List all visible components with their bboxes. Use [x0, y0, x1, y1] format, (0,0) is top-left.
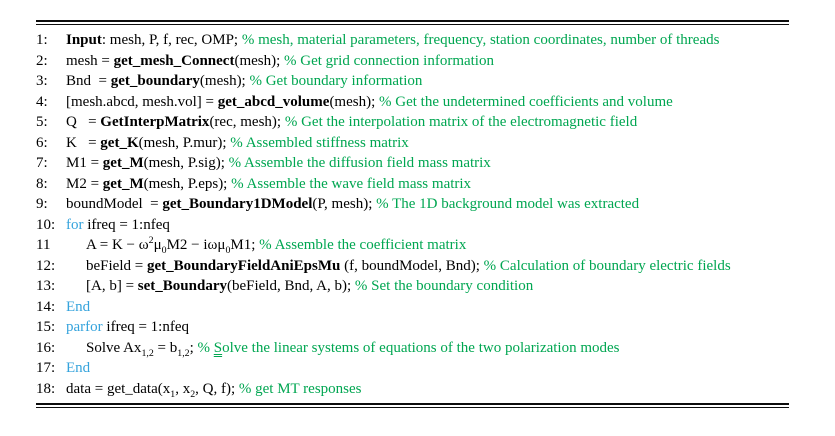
- code-text: [66, 71, 422, 92]
- code-text: [66, 358, 90, 379]
- code-segment: = b: [153, 339, 178, 356]
- keyword-segment: End: [66, 360, 91, 376]
- code-segment: , Q, f);: [195, 380, 239, 397]
- comment-segment: %: [197, 339, 214, 356]
- code-segment: 0: [225, 245, 231, 256]
- comment-segment: % get MT responses: [238, 380, 362, 397]
- code-segment: Bnd =: [66, 73, 111, 89]
- code-segment: get_abcd_volume: [217, 93, 330, 110]
- comment-segment: % The 1D background model was extracted: [376, 196, 640, 212]
- line-number: 1:: [36, 32, 48, 48]
- code-text: [66, 92, 673, 113]
- code-line: [36, 358, 789, 379]
- code-text: [66, 112, 637, 133]
- keyword-segment: parfor: [66, 319, 103, 335]
- code-segment: ifreq = 1:nfeq: [102, 319, 190, 335]
- code-text: [66, 30, 719, 51]
- code-text: [66, 133, 409, 154]
- bottom-rule: [36, 403, 789, 408]
- line-number: 10:: [36, 216, 56, 233]
- code-line: [36, 256, 789, 277]
- code-segment: [mesh.abcd, mesh.vol] =: [66, 93, 218, 110]
- line-number: 11: [36, 237, 51, 253]
- comment-segment: % Assembled stiffness matrix: [230, 134, 409, 151]
- code-text: [66, 174, 471, 195]
- code-text: [66, 215, 170, 236]
- code-line: [36, 174, 789, 195]
- code-line: [36, 112, 789, 133]
- comment-segment: % Set the boundary condition: [354, 278, 534, 294]
- code-segment: (mesh);: [329, 93, 380, 110]
- code-line: [36, 235, 789, 256]
- comment-segment: % mesh, material parameters, frequency, station coordinates, number of threads: [241, 32, 720, 48]
- code-segment: (mesh, P.mur);: [138, 134, 231, 151]
- code-segment: 1: [170, 388, 176, 400]
- line-number: 12:: [36, 257, 56, 274]
- code-segment: get_Boundary1DModel: [162, 196, 313, 212]
- code-segment: 0: [161, 245, 167, 256]
- code-segment: get_BoundaryFieldAniEpsMu: [146, 257, 341, 274]
- code-segment: get_M: [102, 155, 144, 171]
- comment-segment: % Assemble the coefficient matrix: [259, 237, 467, 253]
- code-segment: M2 =: [66, 175, 103, 192]
- code-segment: A = K − ω: [86, 237, 149, 253]
- code-segment: (f, boundModel, Bnd);: [340, 257, 484, 274]
- comment-segment: % Get boundary information: [249, 73, 423, 89]
- code-segment: ;: [189, 339, 198, 356]
- code-segment: boundModel =: [66, 196, 163, 212]
- line-number: 2:: [36, 52, 48, 69]
- code-segment: 1,2: [141, 347, 154, 359]
- keyword-segment: End: [66, 298, 91, 315]
- code-line: [36, 338, 789, 359]
- code-segment: , x: [175, 380, 191, 397]
- code-text: [66, 194, 639, 215]
- code-line: [36, 133, 789, 154]
- code-segment: (mesh);: [234, 52, 285, 69]
- code-segment: M2 − iωμ: [166, 237, 226, 253]
- line-number: 3:: [36, 73, 48, 89]
- code-line: [36, 51, 789, 72]
- code-text: [66, 297, 90, 318]
- line-number: 8:: [36, 175, 48, 192]
- line-number: 9:: [36, 196, 48, 212]
- code-segment: get_M: [102, 175, 144, 192]
- code-segment: (mesh);: [199, 73, 250, 89]
- code-segment: ifreq = 1:nfeq: [83, 216, 170, 233]
- comment-segment: S: [213, 339, 223, 356]
- code-text: [66, 51, 494, 72]
- line-number: 13:: [36, 278, 56, 294]
- code-segment: 1,2: [177, 347, 190, 359]
- code-segment: Solve Ax: [86, 339, 142, 356]
- code-segment: : mesh, P, f, rec, OMP;: [101, 32, 242, 48]
- code-segment: K =: [66, 134, 101, 151]
- code-text: [66, 153, 491, 174]
- code-segment: Q =: [66, 114, 101, 130]
- code-segment: set_Boundary: [137, 278, 227, 294]
- code-segment: (beField, Bnd, A, b);: [226, 278, 355, 294]
- comment-segment: % Assemble the wave field mass matrix: [231, 175, 472, 192]
- code-segment: (P, mesh);: [312, 196, 377, 212]
- line-number: 14:: [36, 298, 56, 315]
- code-text: [66, 256, 731, 277]
- code-lines: [36, 25, 789, 403]
- line-number: 18:: [36, 380, 56, 397]
- comment-segment: % Assemble the diffusion field mass matrix: [228, 155, 491, 171]
- line-number: 5:: [36, 114, 48, 130]
- comment-segment: % Get grid connection information: [284, 52, 494, 69]
- line-number: 15:: [36, 319, 56, 335]
- code-segment: mesh =: [66, 52, 114, 69]
- line-number: 6:: [36, 134, 48, 151]
- code-segment: data = get_data(x: [66, 380, 171, 397]
- code-segment: GetInterpMatrix: [100, 114, 210, 130]
- algorithm-listing: [36, 20, 789, 408]
- code-segment: [A, b] =: [86, 278, 138, 294]
- code-segment: M1;: [230, 237, 260, 253]
- code-line: [36, 194, 789, 215]
- code-line: [36, 71, 789, 92]
- keyword-segment: for: [66, 216, 84, 233]
- line-number: 4:: [36, 93, 48, 110]
- code-segment: 2: [148, 235, 154, 246]
- code-segment: μ: [153, 237, 162, 253]
- code-segment: (mesh, P.eps);: [143, 175, 232, 192]
- code-segment: get_mesh_Connect: [113, 52, 235, 69]
- line-number: 17:: [36, 360, 56, 376]
- code-text: [66, 235, 466, 256]
- code-line: [36, 30, 789, 51]
- code-line: [36, 276, 789, 297]
- code-text: [66, 379, 362, 400]
- code-line: [36, 379, 789, 400]
- comment-segment: % Calculation of boundary electric fields: [483, 257, 731, 274]
- code-line: [36, 317, 789, 338]
- code-segment: get_boundary: [110, 73, 200, 89]
- code-segment: M1 =: [66, 155, 103, 171]
- comment-segment: % Get the undetermined coefficients and volume: [379, 93, 673, 110]
- code-segment: 2: [190, 388, 196, 400]
- code-text: [66, 276, 533, 297]
- code-segment: get_K: [100, 134, 139, 151]
- comment-segment: olve the linear systems of equations of the two polarization modes: [222, 339, 620, 356]
- code-line: [36, 153, 789, 174]
- comment-segment: % Get the interpolation matrix of the electromagnetic field: [284, 114, 638, 130]
- code-segment: (mesh, P.sig);: [143, 155, 229, 171]
- code-line: [36, 92, 789, 113]
- code-text: [66, 317, 189, 338]
- code-segment: (rec, mesh);: [209, 114, 285, 130]
- code-segment: beField =: [86, 257, 147, 274]
- code-line: [36, 297, 789, 318]
- code-line: [36, 215, 789, 236]
- code-segment: Input: [66, 32, 102, 48]
- line-number: 16:: [36, 339, 56, 356]
- code-text: [66, 338, 620, 359]
- line-number: 7:: [36, 155, 48, 171]
